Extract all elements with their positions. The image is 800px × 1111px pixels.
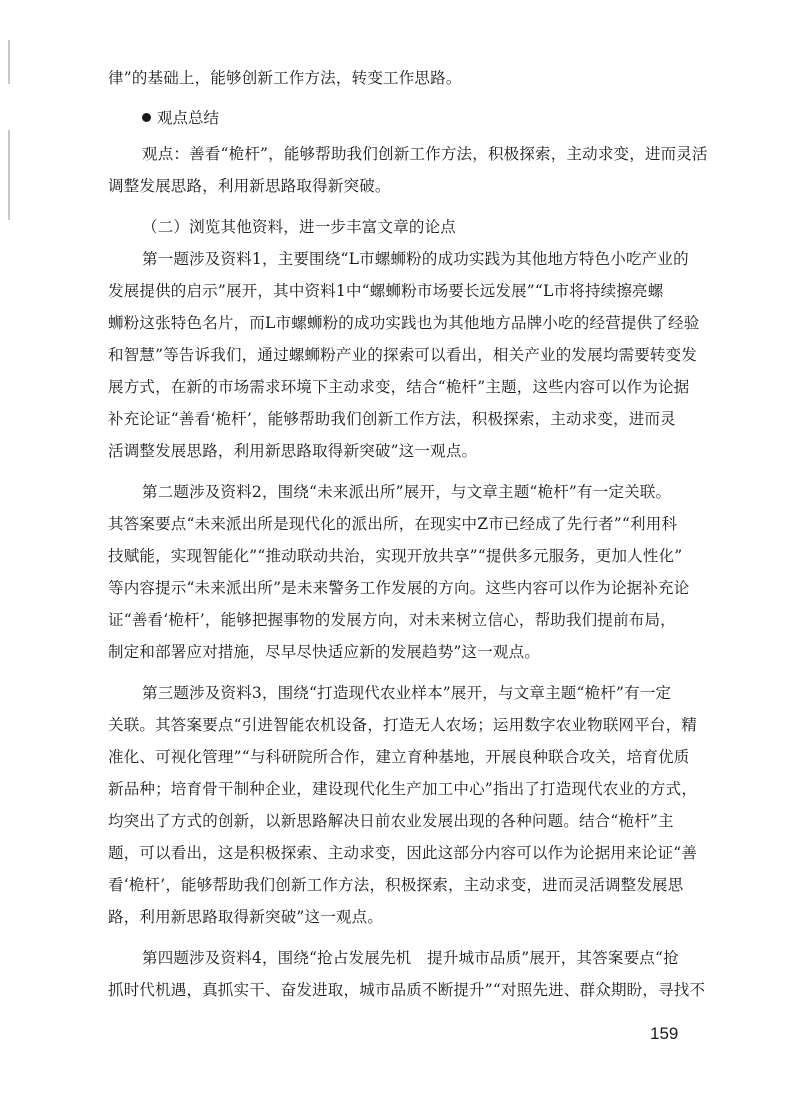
paragraph-line: 技赋能，实现智能化”“推动联动共治，实现开放共享”“提供多元服务，更加人性化” [108, 547, 683, 565]
paragraph-line: 补充论证“善看‘桅杆’，能够帮助我们创新工作方法，积极探索，主动求变，进而灵 [108, 410, 676, 428]
bullet-icon [142, 113, 151, 122]
paragraph-line: 第一题涉及资料1，主要围绕“L市螺蛳粉的成功实践为其他地方特色小吃产业的 [142, 250, 689, 268]
paragraph-line: 展方式，在新的市场需求环境下主动求变，结合“桅杆”主题，这些内容可以作为论据 [108, 378, 690, 396]
paragraph-line: 准化、可视化管理”“与科研院所合作，建立育种基地，开展良种联合攻关，培育优质 [108, 748, 690, 766]
paragraph-line: 等内容提示“未来派出所”是未来警务工作发展的方向。这些内容可以作为论据补充论 [108, 579, 690, 597]
paragraph-line: 路，利用新思路取得新突破”这一观点。 [108, 908, 384, 926]
paragraph-line: 题，可以看出，这是积极探索、主动求变，因此这部分内容可以作为论据用来论证“善 [108, 844, 698, 862]
paragraph-line: 观点：善看“桅杆”，能够帮助我们创新工作方法，积极探索，主动求变，进而灵活 [142, 145, 708, 163]
section-heading-text: 观点总结 [157, 109, 220, 127]
paragraph-line: 抓时代机遇，真抓实干、奋发进取，城市品质不断提升”“对照先进、群众期盼，寻找不 [108, 981, 706, 999]
paragraph-line: 证“善看‘桅杆’，能够把握事物的发展方向，对未来树立信心，帮助我们提前布局， [108, 611, 676, 629]
paragraph-line: 活调整发展思路，利用新思路取得新突破”这一观点。 [108, 442, 478, 460]
paragraph-line: 蛳粉这张特色名片，而L市螺蛳粉的成功实践也为其他地方品牌小吃的经营提供了经验 [108, 314, 700, 332]
binding-mark-top [8, 40, 10, 84]
paragraph-line: 发展提供的启示”展开，其中资料1中“螺蛳粉市场要长远发展”“L市将持续擦亮螺 [108, 282, 664, 300]
paragraph-line: 其答案要点“未来派出所是现代化的派出所，在现实中Z市已经成了先行者”“利用科 [108, 515, 678, 533]
paragraph-line: 均突出了方式的创新，以新思路解决日前农业发展出现的各种问题。结合“桅杆”主 [108, 812, 674, 830]
binding-mark-middle [8, 130, 10, 220]
paragraph-line: 制定和部署应对措施，尽早尽快适应新的发展趋势”这一观点。 [108, 643, 541, 661]
paragraph-line: 和智慧”等告诉我们，通过螺蛳粉产业的探索可以看出，相关产业的发展均需要转变发 [108, 346, 698, 364]
paragraph-line: 第二题涉及资料2，围绕“未来派出所”展开，与文章主题“桅杆”有一定关联。 [142, 483, 672, 501]
document-body [108, 62, 706, 1006]
section-heading-browse: （二）浏览其他资料，进一步丰富文章的论点 [142, 218, 457, 236]
paragraph-line: 关联。其答案要点“引进智能农机设备，打造无人农场；运用数字农业物联网平台，精 [108, 716, 698, 734]
paragraph-line: 新品种；培育骨干制种企业，建设现代化生产加工中心”指出了打造现代农业的方式， [108, 780, 698, 798]
paragraph-line: 第四题涉及资料4，围绕“抢占发展先机 提升城市品质”展开，其答案要点“抢 [142, 949, 679, 967]
paragraph-line: 第三题涉及资料3，围绕“打造现代农业样本”展开，与文章主题“桅杆”有一定 [142, 684, 672, 702]
section-heading-summary [108, 102, 706, 134]
paragraph-line: 调整发展思路，利用新思路取得新突破。 [108, 177, 391, 195]
page-number: 159 [650, 1024, 679, 1043]
paragraph-line: 看‘桅杆’，能够帮助我们创新工作方法，积极探索，主动求变，进而灵活调整发展思 [108, 876, 684, 894]
paragraph-line: 律”的基础上，能够创新工作方法，转变工作思路。 [108, 69, 462, 87]
